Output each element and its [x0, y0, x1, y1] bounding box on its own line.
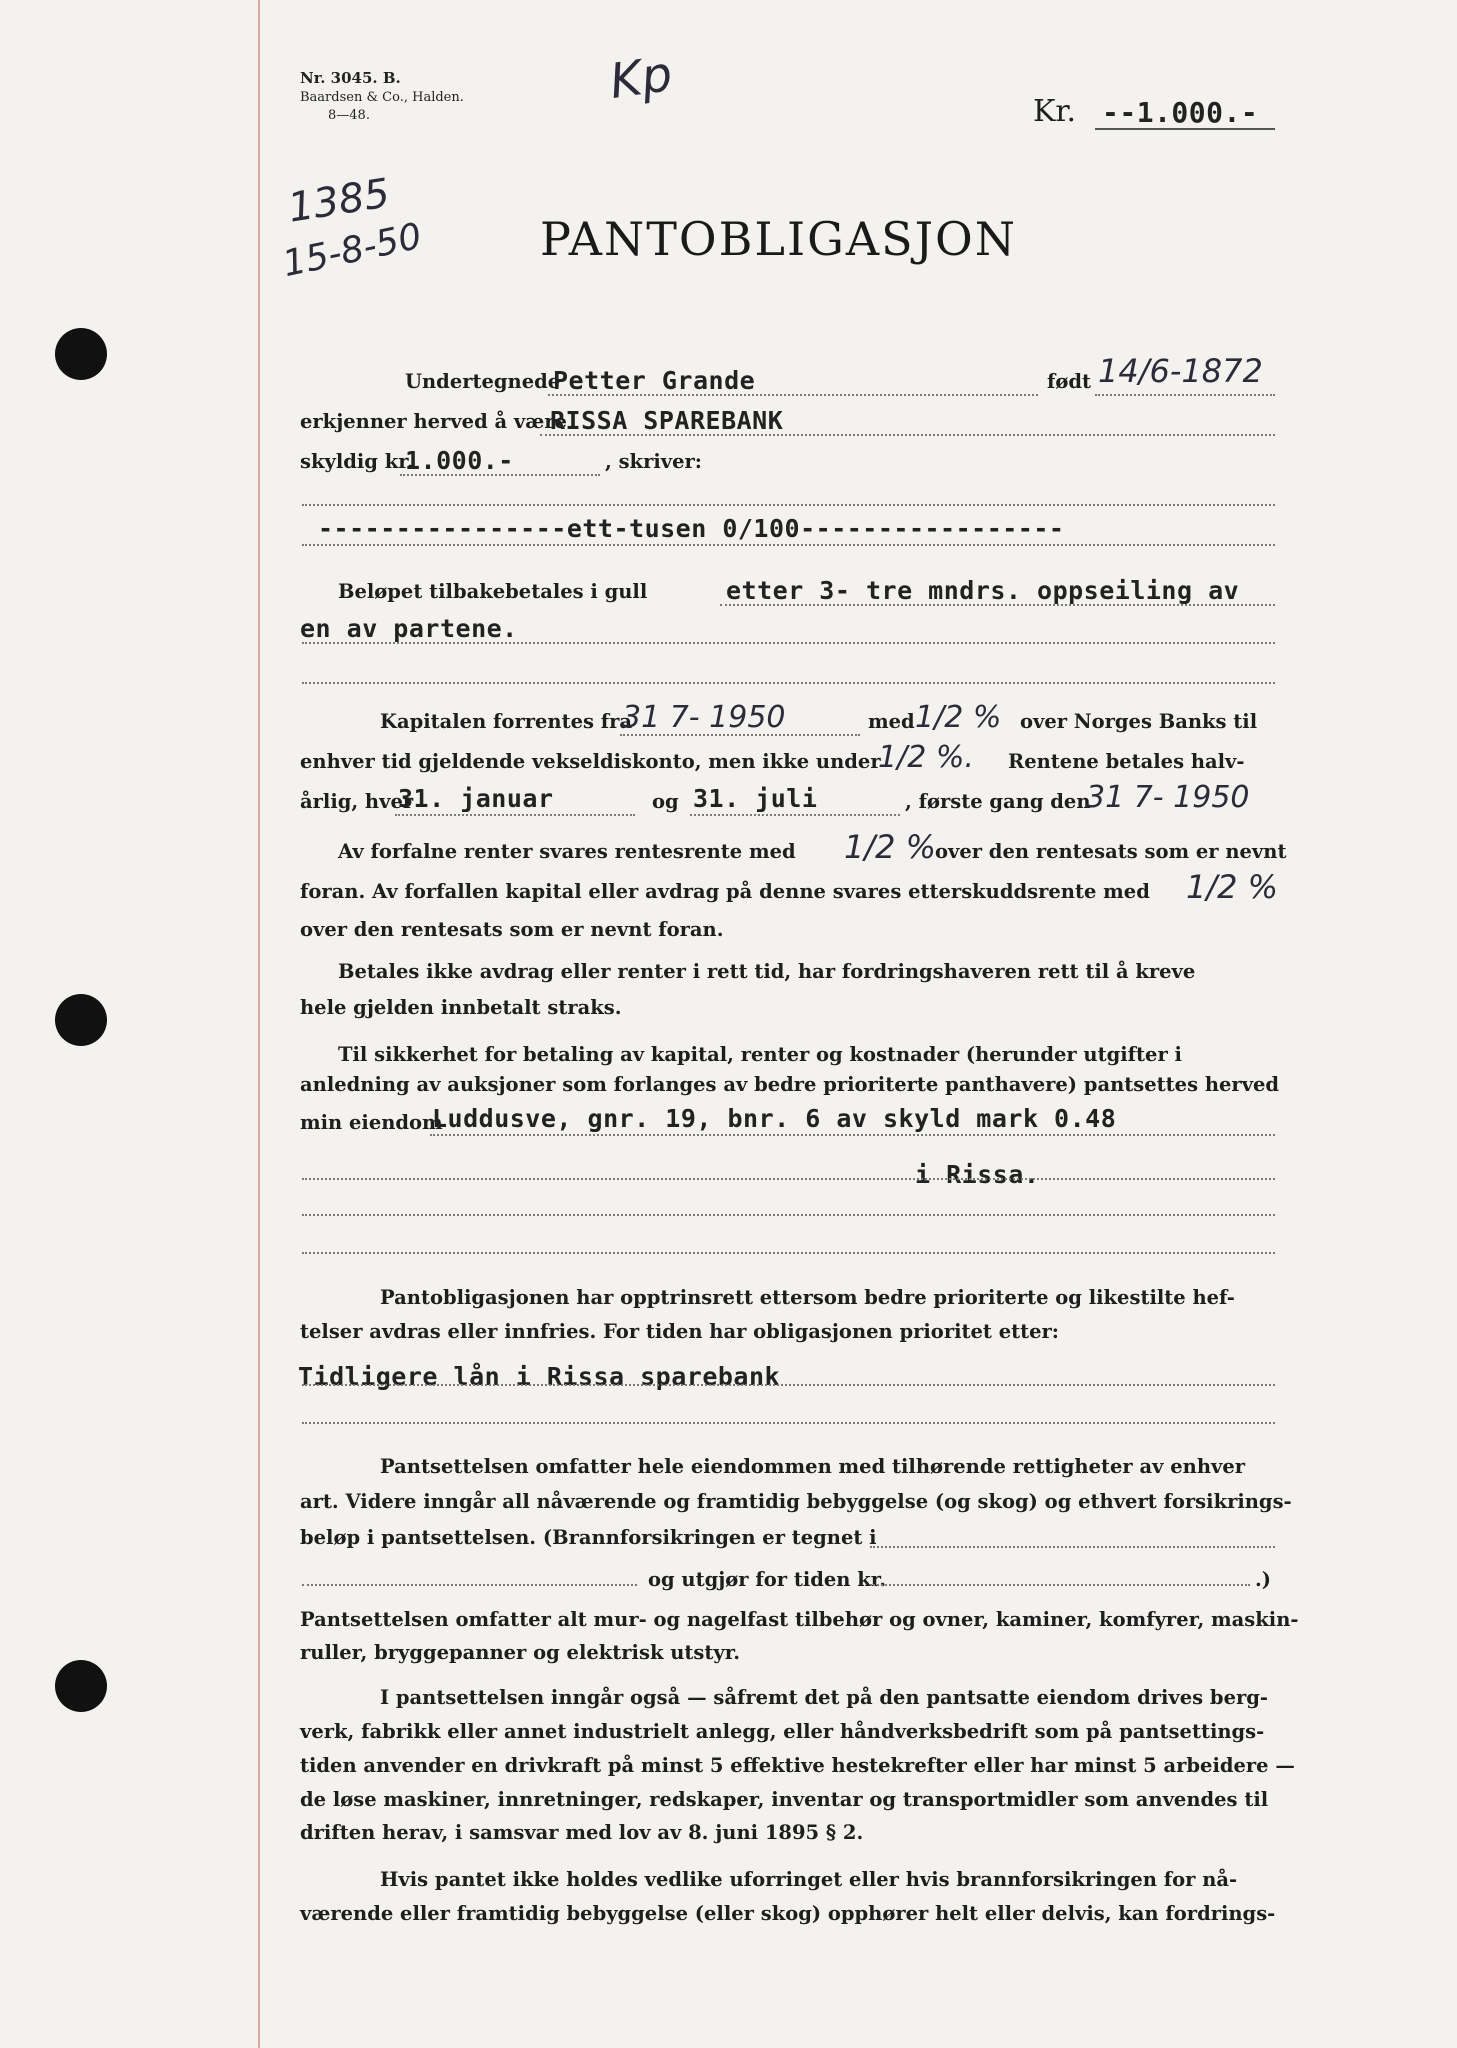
form-number: Nr. 3045. B.: [300, 69, 401, 87]
dotted-line: [620, 734, 860, 736]
dotted-line: [400, 474, 600, 476]
debtor-name: Petter Grande: [553, 366, 756, 395]
scope-text: Pantsettelsen omfatter alt mur- og nagelfast tilbehør og ovner, kaminer, komfyrer, maskin-: [300, 1608, 1299, 1631]
debt-amount: 1.000.-: [405, 446, 514, 475]
creditor-name: RISSA SPAREBANK: [550, 406, 784, 435]
document-title: PANTOBLIGASJON: [540, 212, 1017, 266]
dotted-line: [870, 1584, 1250, 1586]
maintenance-text: Hvis pantet ikke holdes vedlike uforringet eller hvis brannforsikringen for nå-: [380, 1868, 1238, 1891]
industrial-text: driften herav, i samsvar med lov av 8. juni 1895 § 2.: [300, 1821, 864, 1844]
dotted-line: [720, 604, 1275, 606]
dotted-line: [690, 814, 900, 816]
interest-date-a: 31. januar: [398, 784, 554, 813]
default-interest-rate-b: 1/2 %: [1186, 868, 1279, 906]
property-description: Luddusve, gnr. 19, bnr. 6 av skyld mark 0.48: [432, 1104, 1117, 1133]
acceleration-text: Betales ikke avdrag eller renter i rett tid, har fordringshaveren rett til å kreve: [338, 960, 1196, 983]
scope-text: ruller, bryggepanner og elektrisk utstyr.: [300, 1641, 741, 1664]
interest-text: Rentene betales halv-: [1008, 750, 1245, 773]
interest-date-b: 31. juli: [693, 784, 818, 813]
interest-text: enhver tid gjeldende vekseldiskonto, men ikke under: [300, 750, 881, 773]
dotted-line: [302, 642, 1275, 644]
amount-header-label: Kr.: [1033, 94, 1076, 129]
amount-header-value: --1.000.-: [1102, 96, 1259, 129]
dotted-line: [302, 1252, 1275, 1254]
dotted-line: [870, 1546, 1275, 1548]
creditor-label: erkjenner herved å være: [300, 410, 567, 433]
debt-suffix: , skriver:: [605, 450, 702, 473]
interest-rate: 1/2 %: [915, 700, 1002, 735]
initials-annotation: Kp: [606, 45, 676, 111]
property-location: i Rissa.: [915, 1160, 1040, 1189]
dotted-line: [302, 1214, 1275, 1216]
default-interest-text: Av forfalne renter svares rentesrente med: [338, 840, 796, 863]
dotted-line: [302, 544, 1275, 546]
registration-number: 1385: [285, 170, 393, 232]
scope-text: art. Videre inngår all nåværende og framtidig bebyggelse (og skog) og ethvert forsikrings-: [300, 1490, 1292, 1513]
scope-text: Pantsettelsen omfatter hele eiendommen med tilhørende rettigheter av enhver: [380, 1455, 1246, 1478]
interest-text: årlig, hver: [300, 790, 414, 813]
dotted-line: [302, 682, 1275, 684]
registration-date: 15-8-50: [279, 215, 426, 286]
industrial-text: de løse maskiner, innretninger, redskaper, inventar og transportmidler som anvendes til: [300, 1788, 1269, 1811]
scope-text: og utgjør for tiden kr.: [648, 1568, 887, 1591]
amount-header-underline: [1095, 128, 1275, 130]
interest-text: over Norges Banks til: [1020, 710, 1258, 733]
born-label: født: [1047, 370, 1092, 393]
undertegnede-label: Undertegnede: [405, 370, 561, 393]
repayment-terms-1: etter 3- tre mndrs. oppseiling av: [726, 576, 1240, 605]
margin-line: [258, 0, 260, 2048]
dotted-line: [430, 1134, 1275, 1136]
punch-hole-top: [55, 328, 107, 380]
default-interest-text: over den rentesats som er nevnt foran.: [300, 918, 724, 941]
maintenance-text: værende eller framtidig bebyggelse (eller skog) opphører helt eller delvis, kan fordrings-: [300, 1902, 1276, 1925]
scope-text: beløp i pantsettelsen. (Brannforsikringen er tegnet i: [300, 1526, 877, 1549]
amount-in-words: ----------------ett-tusen 0/100-----------------: [318, 514, 1065, 543]
dotted-line: [302, 1384, 1275, 1386]
interest-text: og: [652, 790, 679, 813]
repayment-terms-2: en av partene.: [300, 614, 518, 643]
default-interest-rate-a: 1/2 %: [844, 828, 937, 866]
form-edition: 8—48.: [328, 108, 370, 123]
interest-text: , første gang den: [905, 790, 1091, 813]
interest-text: Kapitalen forrentes fra: [380, 710, 633, 733]
punch-hole-bottom: [55, 1660, 107, 1712]
security-label: min eiendom: [300, 1111, 443, 1134]
dotted-line: [540, 434, 1275, 436]
security-text: Til sikkerhet for betaling av kapital, renter og kostnader (herunder utgifter i: [338, 1043, 1182, 1066]
scope-text: .): [1255, 1568, 1272, 1591]
interest-from-date: 31 7- 1950: [622, 700, 786, 735]
dotted-line: [548, 394, 1038, 396]
dotted-line: [302, 1422, 1275, 1424]
dotted-line: [1095, 394, 1275, 396]
form-printer: Baardsen & Co., Halden.: [300, 90, 464, 105]
born-date: 14/6-1872: [1098, 352, 1263, 390]
interest-text: med: [868, 710, 915, 733]
interest-first-date: 31 7- 1950: [1086, 780, 1250, 815]
punch-hole-middle: [55, 994, 107, 1046]
debt-label: skyldig kr.: [300, 450, 414, 473]
priority-text: telser avdras eller innfries. For tiden har obligasjonen prioritet etter:: [300, 1320, 1060, 1343]
repayment-label: Beløpet tilbakebetales i gull: [338, 580, 648, 603]
dotted-line: [302, 1178, 1275, 1180]
acceleration-text: hele gjelden innbetalt straks.: [300, 996, 622, 1019]
industrial-text: I pantsettelsen inngår også — såfremt det på den pantsatte eiendom drives berg-: [380, 1686, 1268, 1709]
security-text: anledning av auksjoner som forlanges av bedre prioriterte panthavere) pantsettes herved: [300, 1073, 1280, 1096]
dotted-line: [302, 504, 1275, 506]
priority-entry: Tidligere lån i Rissa sparebank: [298, 1362, 781, 1391]
dotted-line: [302, 1584, 637, 1586]
industrial-text: tiden anvender en drivkraft på minst 5 effektive hestekrefter eller har minst 5 arbeidere —: [300, 1754, 1295, 1777]
priority-text: Pantobligasjonen har opptrinsrett ettersom bedre prioriterte og likestilte hef-: [380, 1286, 1235, 1309]
interest-min-rate: 1/2 %.: [878, 740, 974, 775]
default-interest-text: over den rentesats som er nevnt: [935, 840, 1287, 863]
default-interest-text: foran. Av forfallen kapital eller avdrag på denne svares etterskuddsrente med: [300, 880, 1150, 903]
industrial-text: verk, fabrikk eller annet industrielt anlegg, eller håndverksbedrift som på pantsettings-: [300, 1720, 1265, 1743]
dotted-line: [395, 814, 635, 816]
